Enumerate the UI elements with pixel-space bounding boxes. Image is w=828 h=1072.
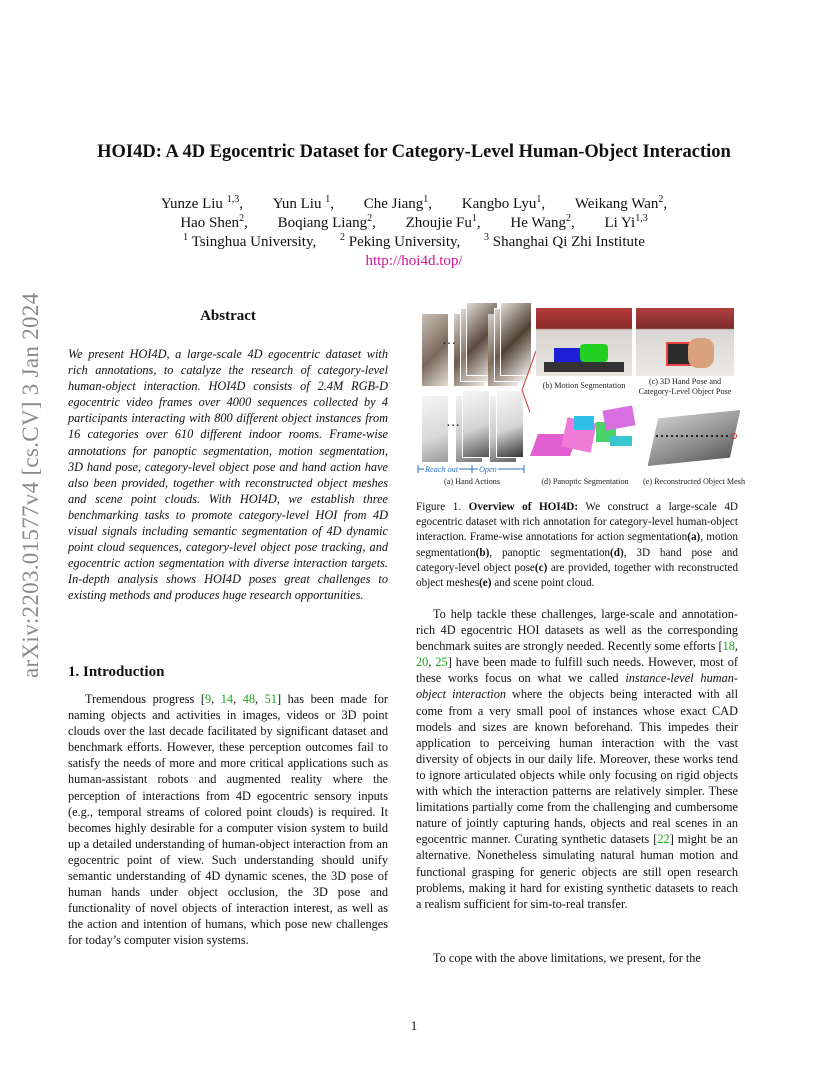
author: Kangbo Lyu$^1$,	[461, 194, 546, 212]
affiliation: $^1$ Tsinghua University,	[183, 232, 317, 250]
author: Zhoujie Fu$^1$,	[405, 213, 481, 231]
citation-link[interactable]: 51	[264, 692, 277, 706]
author: Weikang Wan$^2$,	[574, 194, 668, 212]
panoptic-segmentation-image	[530, 404, 640, 470]
author: Hao Shen$^2$,	[180, 213, 248, 231]
citation-link[interactable]: 20	[416, 655, 429, 670]
label-c-line2: Category-Level Object Pose	[638, 387, 732, 396]
arxiv-side-label: arXiv:2203.01577v4 [cs.CV] 3 Jan 2024	[18, 292, 43, 678]
project-url-link[interactable]: http://hoi4d.top/	[365, 253, 463, 269]
author: Che Jiang$^1$,	[363, 194, 433, 212]
right-paragraph-2: To cope with the above limitations, we present, for the	[433, 951, 701, 965]
affiliation: $^3$ Shanghai Qi Zhi Institute	[484, 232, 645, 250]
url-row	[0, 253, 828, 270]
abstract-heading: Abstract	[200, 308, 256, 324]
author: Li Yi$^{1,3}$	[604, 213, 648, 231]
citation-link[interactable]: 18	[722, 639, 735, 654]
reach-out-label: Reach out	[425, 465, 458, 474]
hand-pose-image	[636, 308, 734, 376]
citation-link[interactable]: 9	[204, 692, 212, 706]
intro-paragraph: Tremendous progress [9, 14, 48, 51] has been made for naming objects and activities in images, videos or 3D point clouds over the last decade facilitated by significant dataset and benchmark efforts. However, these perception outcomes fail to satisfy the needs of more and more critical applications such as human-assistant robots and augmented reality where the perception of interactions from 4D egocentric sensory inputs (e.g., temporal streams of colored point clouds) is required. It becomes highly desirable for a computer vision system to build up a detailed understanding of human-object interaction from an egocentric point of view. Such understanding should unify semantic understanding of 4D dynamic scenes, the 3D pose of human hands under object occlusion, the 3D pose and functionality of novel objects of interaction interest, as well as the action and intention of humans, which pose new challenges for today’s computer vision systems.	[68, 692, 388, 948]
citation-link[interactable]: 22	[657, 832, 670, 847]
author: Yun Liu $^1$,	[272, 194, 334, 212]
label-d: (d) Panoptic Segmentation	[541, 477, 629, 486]
abstract-text: We present HOI4D, a large-scale 4D egocentric dataset with rich annotations, to catalyze the research of category-level human-object interaction. HOI4D consists of 2.4M RGB-D egocentric video frames over 4000 sequences collected by 4 participants interacting with 800 different object instances from 16 categories over 610 different indoor rooms. Frame-wise annotations for panoptic segmentation, motion segmentation, 3D hand pose, category-level object pose and hand action have also been provided, together with reconstructed object meshes and scene point clouds. With HOI4D, we establish three benchmarking tasks to promote category-level HOI from 4D visual signals including semantic segmentation of 4D dynamic point cloud sequences, category-level object pose tracking, and egocentric action segmentation with diverse interaction targets. In-depth analysis shows HOI4D poses great challenges to existing methods and produces huge research opportunities.	[68, 347, 388, 603]
citation-link[interactable]: 25	[435, 655, 448, 670]
figure-caption: Figure 1. Overview of HOI4D: We construct a large-scale 4D egocentric dataset with rich annotation for category-level human-object interaction. Frame-wise annotations for action segmentation(a), motion segmentation(b), panoptic segmentation(d), 3D hand pose and category-level object pose(c) are provided, together with reconstructed object meshes(e) and scene point cloud.	[416, 501, 738, 590]
label-e: (e) Reconstructed Object Mesh	[642, 477, 746, 486]
author-row-1	[0, 196, 828, 213]
label-a: (a) Hand Actions	[444, 477, 500, 486]
author: Yunze Liu $^{1,3}$,	[160, 194, 243, 212]
abstract-heading-wrap	[68, 308, 388, 325]
intro-heading: 1. Introduction	[68, 664, 165, 680]
motion-segmentation-image	[536, 308, 632, 376]
author-row-2	[0, 215, 828, 232]
figure-1: … … Reach out Open (a) Hand Actions (b) Motion Segmentation (c) 3D Hand Pose and Category-Level Object Pose (d) Panoptic Segmentation (e) Reconstructed Object Mesh	[416, 300, 746, 490]
author: Boqiang Liang$^2$,	[277, 213, 376, 231]
affiliation: $^2$ Peking University,	[340, 232, 461, 250]
mesh-dotted-line	[648, 426, 740, 446]
label-c-line1: (c) 3D Hand Pose and	[648, 377, 722, 386]
citation-link[interactable]: 14	[220, 692, 234, 706]
right-paragraph-1: To help tackle these challenges, large-scale and annotation-rich 4D egocentric HOI datasets as well as the corresponding benchmark suites are strongly needed. Recently some efforts [18, 20, 25] have been made to fulfill such needs. However, most of these works focus on what we called instance-level human-object interaction where the objects being interacted with all come from a very small pool of instances whose exact CAD models and sizes are known beforehand. This impedes their application to perceiving human interaction with the vast diversity of objects in our daily life. Moreover, these works tend to ignore articulated objects while only focusing on rigid objects with which the interaction patterns are relatively simpler. These limitations partially come from the challenging and cumbersome nature of jointly capturing hands, objects and real scenes in an egocentric manner. Curating synthetic datasets [22] might be an alternative. Nonetheless simulating natural human motion and functional grasping for generic objects are still open research problems, making it hard for existing synthetic datasets to reach a realism sufficient for sim-to-real transfer.	[416, 607, 738, 911]
paper-title: HOI4D: A 4D Egocentric Dataset for Category-Level Human-Object Interaction	[97, 142, 731, 162]
page-number: 1	[410, 1018, 418, 1033]
affiliations	[0, 234, 828, 251]
citation-link[interactable]: 48	[242, 692, 256, 706]
author: He Wang$^2$,	[510, 213, 575, 231]
label-b: (b) Motion Segmentation	[542, 381, 626, 390]
open-label: Open	[479, 465, 497, 474]
